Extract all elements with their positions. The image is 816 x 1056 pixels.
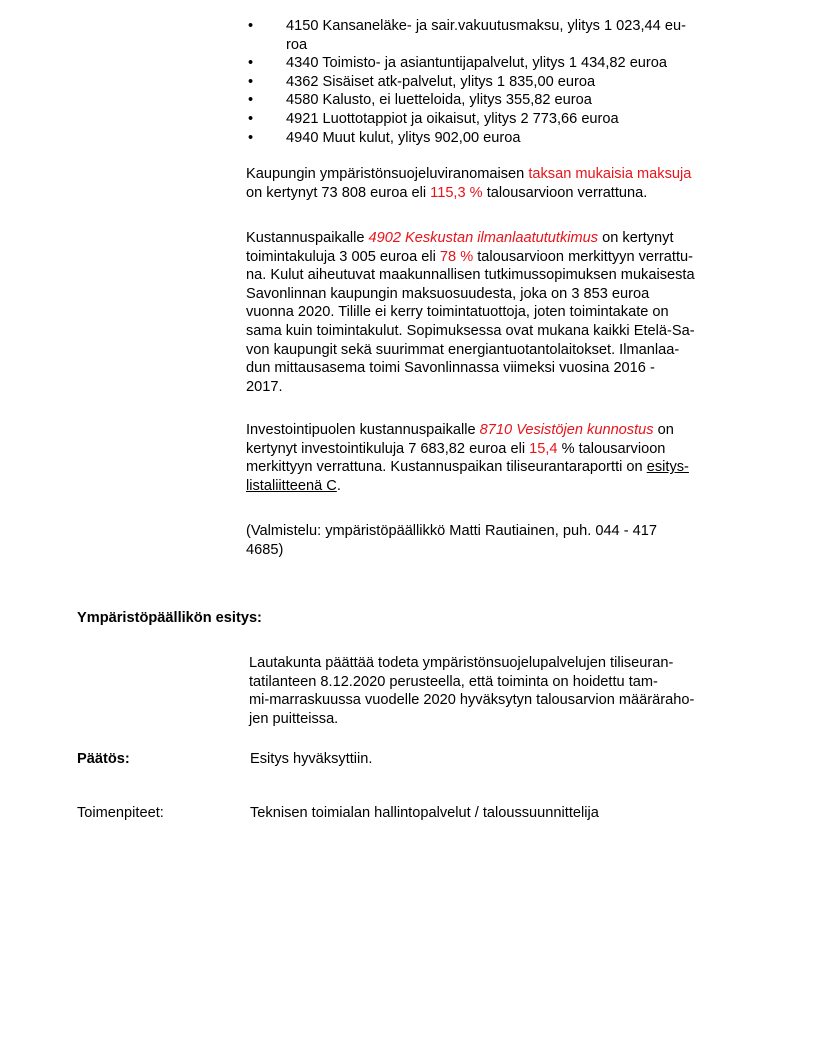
proposal-text	[249, 654, 749, 728]
list-item	[246, 110, 736, 129]
proposal-line: Lautakunta päättää todeta ympäristönsuojelupalvelujen tiliseuran-	[249, 655, 674, 671]
attachment-link[interactable]: esitys-	[646, 459, 689, 476]
preparer-text: 4685)	[246, 541, 284, 558]
actions-label: Toimenpiteet:	[77, 805, 164, 821]
air-quality-text: toimintakuluja 3 005 euroa eli	[246, 248, 440, 265]
list-item-text: 4940 Muut kulut, ylitys 902,00 euroa	[286, 129, 521, 146]
list-item-text: 4921 Luottotappiot ja oikaisut, ylitys 2 773,66 euroa	[286, 110, 619, 127]
bullet-icon: •	[248, 129, 254, 146]
fees-percent: 115,3 %	[430, 184, 483, 201]
air-quality-text: sama kuin toimintakulut. Sopimuksessa ovat mukana kaikki Etelä-Sa-	[246, 322, 695, 339]
preparer-note	[246, 522, 746, 559]
bullet-icon: •	[248, 110, 254, 127]
cost-center-name: 4902 Keskustan ilmanlaatututkimus	[368, 230, 599, 246]
investment-percent: 15,4	[529, 440, 558, 457]
list-item	[246, 129, 736, 148]
decision-label: Päätös:	[77, 751, 130, 767]
list-item	[246, 91, 736, 110]
bullet-icon: •	[248, 18, 254, 34]
air-quality-text: on kertynyt	[598, 230, 674, 246]
proposal-heading: Ympäristöpäällikön esitys:	[77, 610, 262, 626]
fees-text: Kaupungin ympäristönsuojeluviranomaisen	[246, 166, 529, 182]
bullet-icon: •	[248, 92, 254, 109]
air-quality-text: von kaupungit sekä suurimmat energiantuotantolaitokset. Ilmanlaa-	[246, 341, 680, 358]
list-item	[246, 17, 736, 54]
decision-text: Esitys hyväksyttiin.	[250, 751, 373, 767]
proposal-line: tatilanteen 8.12.2020 perusteella, että toiminta on hoidettu tam-	[249, 673, 658, 690]
fees-text: talousarvioon verrattuna.	[482, 184, 648, 201]
attachment-link[interactable]: listaliitteenä C	[246, 477, 337, 494]
fees-paragraph	[246, 165, 746, 202]
investment-text: % talousarvioon	[557, 440, 666, 457]
list-item	[246, 54, 736, 73]
investment-cost-center: 8710 Vesistöjen kunnostus	[479, 422, 654, 438]
investment-text: on	[653, 422, 674, 438]
investment-paragraph	[246, 421, 746, 495]
investment-text: merkittyyn verrattuna. Kustannuspaikan tiliseurantaraportti on	[246, 459, 647, 476]
fees-text: on kertynyt 73 808 euroa eli	[246, 184, 431, 201]
air-quality-percent: 78 %	[439, 248, 474, 265]
bullet-icon: •	[248, 55, 254, 72]
investment-text: kertynyt investointikuluja 7 683,82 euroa eli	[246, 440, 530, 457]
investment-text: .	[336, 477, 341, 494]
actions-text: Teknisen toimialan hallintopalvelut / taloussuunnittelija	[250, 805, 599, 821]
air-quality-text: Kustannuspaikalle	[246, 230, 369, 246]
list-item-text: 4340 Toimisto- ja asiantuntijapalvelut, ylitys 1 434,82 euroa	[286, 55, 668, 72]
list-item-text: 4362 Sisäiset atk-palvelut, ylitys 1 835,00 euroa	[286, 73, 596, 90]
air-quality-text: Savonlinnan kaupungin maksuosuudesta, joka on 3 853 euroa	[246, 285, 650, 302]
expense-overrun-list	[246, 17, 736, 147]
air-quality-text: vuonna 2020. Tilille ei kerry toimintatuottoja, joten toimintakate on	[246, 304, 669, 321]
proposal-line: mi-marraskuussa vuodelle 2020 hyväksytyn talousarvion määräraho-	[249, 692, 695, 709]
air-quality-text: talousarvioon merkittyyn verrattu-	[473, 248, 693, 265]
list-item-text: 4150 Kansaneläke- ja sair.vakuutusmaksu, ylitys 1 023,44 eu-	[286, 18, 686, 34]
list-item	[246, 73, 736, 92]
air-quality-text: na. Kulut aiheutuvat maakunnallisen tutkimussopimuksen mukaisesta	[246, 267, 695, 284]
list-item-text: 4580 Kalusto, ei luetteloida, ylitys 355,82 euroa	[286, 92, 592, 109]
air-quality-text: dun mittausasema toimi Savonlinnassa viimeksi vuosina 2016 -	[246, 360, 655, 377]
list-item-text-cont: roa	[286, 36, 308, 53]
air-quality-paragraph	[246, 229, 746, 396]
preparer-text: (Valmistelu: ympäristöpäällikkö Matti Rautiainen, puh. 044 - 417	[246, 523, 657, 539]
bullet-icon: •	[248, 73, 254, 90]
fees-highlight: taksan mukaisia maksuja	[528, 166, 692, 182]
investment-text: Investointipuolen kustannuspaikalle	[246, 422, 480, 438]
air-quality-text: 2017.	[246, 378, 283, 395]
proposal-line: jen puitteissa.	[249, 710, 339, 727]
